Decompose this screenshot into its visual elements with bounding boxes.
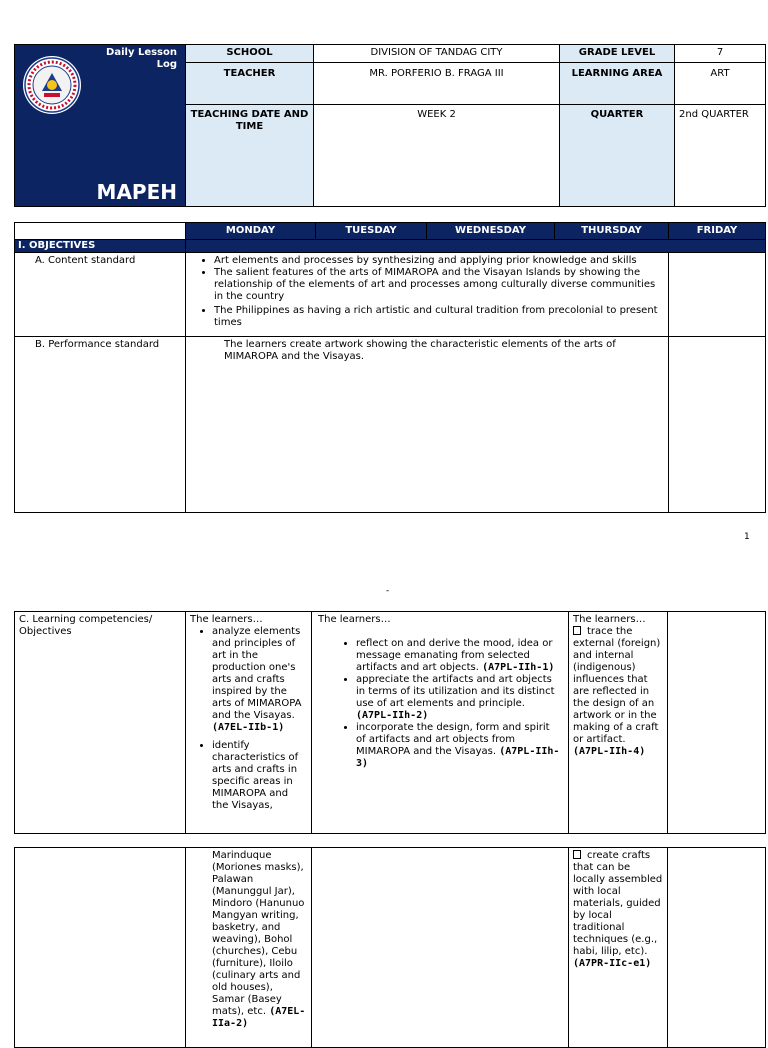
col2-code: (A7PL-IIh-2) xyxy=(356,710,429,721)
content-standard-item: • The salient features of the arts of MIMAROPA and the Visayan Islands by showing the relationship of the elements of art and processes among culturally diverse communities in the country xyxy=(214,267,662,303)
content-standard-label: A. Content standard xyxy=(15,253,186,337)
page-number: 1 xyxy=(744,532,750,542)
content-standard-cell xyxy=(186,253,669,337)
col3-continued-text: create crafts that can be locally assembled with local materials, guided by local traditional techniques (e.g., habi, lilip, etc). xyxy=(573,850,663,957)
dll-title: Daily Lesson Log xyxy=(106,47,177,70)
col2-code: (A7PL-IIh-1) xyxy=(482,662,555,673)
deped-seal-icon xyxy=(22,55,82,115)
continuation-monday xyxy=(186,848,312,1048)
teacher-value: MR. PORFERIO B. FRAGA III xyxy=(314,63,560,105)
continuation-table xyxy=(14,847,766,1048)
stray-mark: - xyxy=(386,586,390,596)
col2-item-text: reflect on and derive the mood, idea or message emanating from selected artifacts and art objects. xyxy=(356,638,553,673)
col1-intro: The learners… xyxy=(190,614,263,625)
teacher-label: TEACHER xyxy=(186,63,314,105)
content-standard-item: • Art elements and processes by synthesizing and applying prior knowledge and skills xyxy=(214,255,662,267)
continuation-friday xyxy=(668,848,766,1048)
competencies-thursday xyxy=(569,612,668,834)
checkbox-bullet-icon xyxy=(573,626,581,635)
learning-area-label: LEARNING AREA xyxy=(560,63,675,105)
col3-item xyxy=(573,626,663,758)
school-label: SCHOOL xyxy=(186,45,314,63)
performance-standard-label: B. Performance standard xyxy=(15,337,186,513)
corner-cell xyxy=(15,223,186,240)
objectives-table xyxy=(14,222,766,513)
col1-continued-code: (A7EL-IIa-2) xyxy=(212,1006,306,1029)
competencies-table xyxy=(14,611,766,834)
day-header-tuesday: TUESDAY xyxy=(316,223,427,240)
col1-item xyxy=(212,626,307,734)
competencies-tue-wed xyxy=(312,612,569,834)
performance-standard-text: The learners create artwork showing the characteristic elements of the arts of MIMAROPA and the Visayas. xyxy=(186,337,669,513)
learning-area-value: ART xyxy=(675,63,766,105)
teaching-date-value: WEEK 2 xyxy=(314,105,560,207)
day-header-thursday: THURSDAY xyxy=(555,223,669,240)
subject-title: MAPEH xyxy=(96,180,177,204)
col1-list xyxy=(190,626,307,812)
col1-item: • identify characteristics of arts and crafts in specific areas in MIMAROPA and the Visayas, xyxy=(212,740,307,812)
col2-list xyxy=(318,638,562,770)
grade-level-value: 7 xyxy=(675,45,766,63)
col3-continued-code: (A7PR-IIc-e1) xyxy=(573,958,652,969)
teaching-date-label: TEACHING DATE AND TIME xyxy=(186,105,314,207)
content-standard-friday xyxy=(669,253,766,337)
col2-item-text: incorporate the design, form and spirit of artifacts and art objects from MIMAROPA and the Visayas. xyxy=(356,722,550,757)
col3-code: (A7PL-IIh-4) xyxy=(573,746,646,757)
header-table xyxy=(14,44,766,207)
competencies-friday xyxy=(668,612,766,834)
performance-standard-friday xyxy=(669,337,766,513)
col3-item-text: trace the external (foreign) and internal (indigenous) influences that are reflected in the design of an artwork or in the making of a craft or artifact. xyxy=(573,626,661,745)
day-header-friday: FRIDAY xyxy=(669,223,766,240)
grade-level-label: GRADE LEVEL xyxy=(560,45,675,63)
col2-code: (A7PL-IIh-3) xyxy=(356,746,560,769)
col2-item xyxy=(356,722,562,770)
day-header-wednesday: WEDNESDAY xyxy=(427,223,555,240)
content-standard-item: • The Philippines as having a rich artistic and cultural tradition from precolonial to present times xyxy=(214,305,662,329)
continuation-tue-wed xyxy=(312,848,569,1048)
col2-item-text: appreciate the artifacts and art objects in terms of its utilization and its distinct use of art elements and principle. xyxy=(356,674,555,709)
quarter-value: 2nd QUARTER xyxy=(675,105,766,207)
col2-item xyxy=(356,674,562,722)
continuation-thursday xyxy=(569,848,668,1048)
competencies-monday xyxy=(186,612,312,834)
competencies-label: C. Learning competencies/ Objectives xyxy=(15,612,186,834)
quarter-label: QUARTER xyxy=(560,105,675,207)
checkbox-bullet-icon xyxy=(573,850,581,859)
col3-intro: The learners… xyxy=(573,614,646,625)
objectives-section-title: I. OBJECTIVES xyxy=(15,240,186,253)
day-header-monday: MONDAY xyxy=(186,223,316,240)
col1-item-text: analyze elements and principles of art in the production one's arts and crafts inspired by the arts of MIMAROPA and the Visayas. xyxy=(212,626,302,721)
continuation-label-cell xyxy=(15,848,186,1048)
col1-continued-text: Marinduque (Moriones masks), Palawan (Manunggul Jar), Mindoro (Hanunuo Mangyan writing, basketry, and weaving), Bohol (churches), Cebu (furniture), Iloilo (culinary arts and old houses), Samar (Basey mats), etc. xyxy=(212,850,305,1017)
content-standard-list xyxy=(200,255,662,329)
col2-intro: The learners… xyxy=(318,614,391,625)
col1-code: (A7EL-IIb-1) xyxy=(212,722,285,733)
objectives-section-bar xyxy=(186,240,766,253)
school-value: DIVISION OF TANDAG CITY xyxy=(314,45,560,63)
col2-item xyxy=(356,638,562,674)
